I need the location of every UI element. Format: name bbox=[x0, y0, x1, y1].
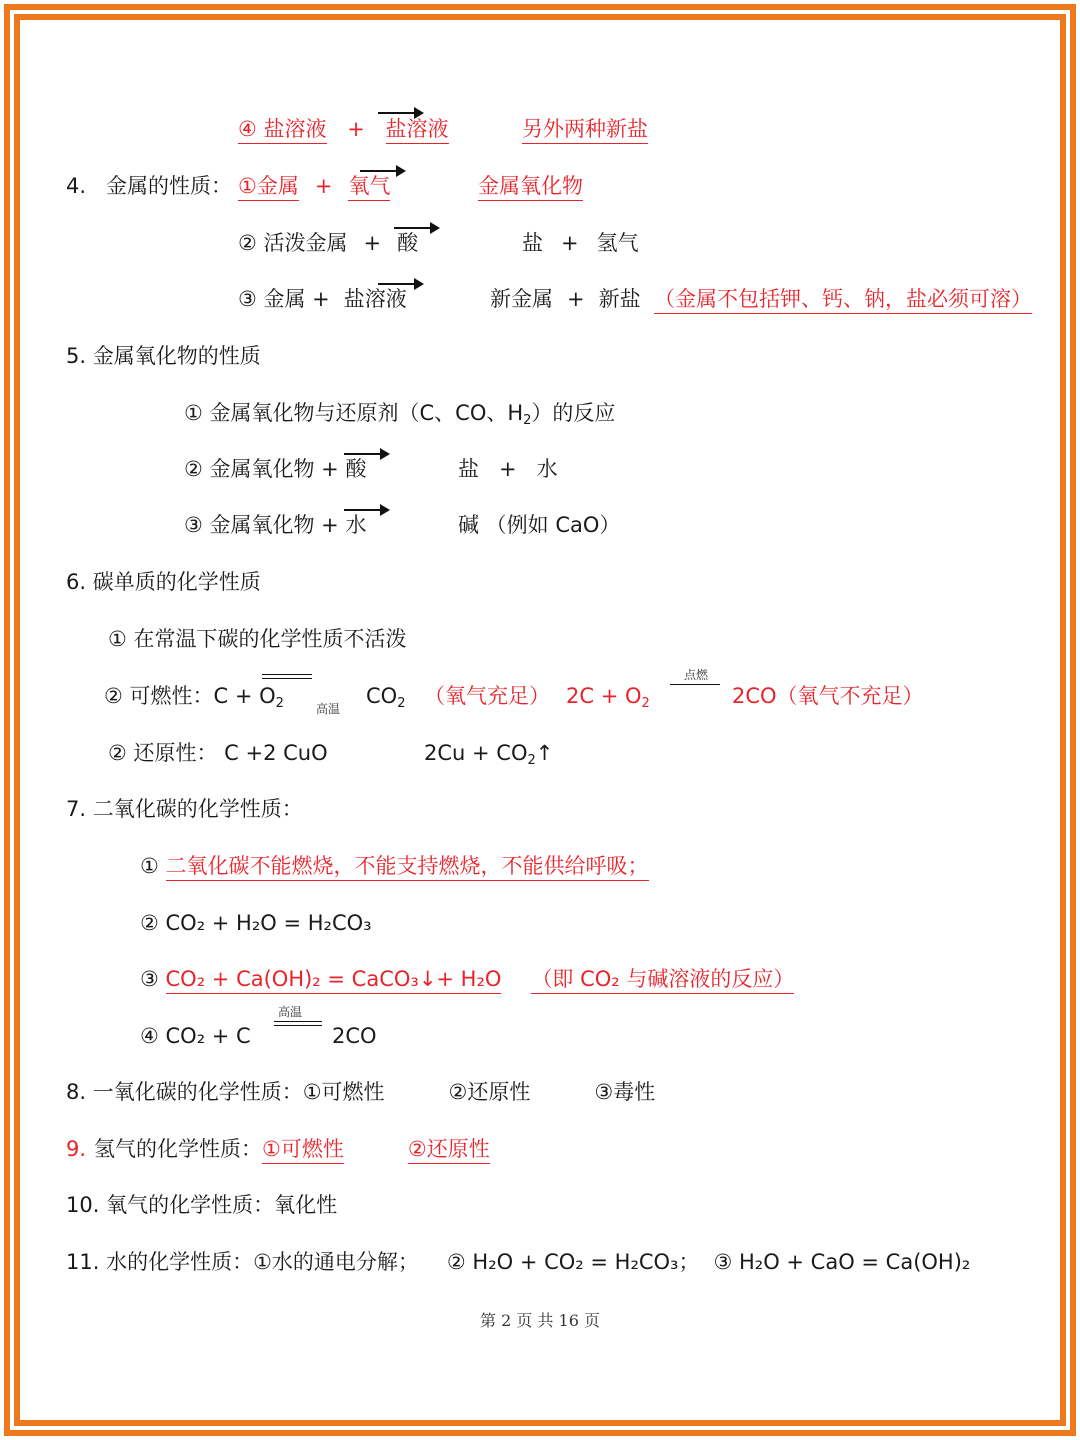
arrow-icon bbox=[344, 453, 388, 455]
arrow-icon bbox=[378, 283, 422, 285]
co2-limewater-equation: ③ CO₂ + Ca(OH)₂ = CaCO₃↓+ H₂O （即 CO₂ 与碱溶液的反应） bbox=[140, 964, 794, 994]
new-salts: 另外两种新盐 bbox=[522, 114, 648, 144]
arrow-icon bbox=[378, 112, 422, 114]
carbon-inactive: ① 在常温下碳的化学性质不活泼 bbox=[108, 627, 407, 651]
base-product: 碱 （例如 CaO） bbox=[458, 513, 621, 537]
salt-solution-2: 盐溶液 bbox=[386, 117, 449, 144]
carbon-combustion-full: ② 可燃性：$C + O_2$ bbox=[104, 684, 284, 711]
reaction-bar bbox=[670, 684, 720, 688]
co2-product: $CO_2$ bbox=[366, 684, 406, 711]
arrow-icon bbox=[394, 227, 438, 229]
carbon-reduction: ② 还原性： C +2 CuO bbox=[108, 741, 328, 765]
salt-hydrogen-product: 盐 + 氢气 bbox=[522, 231, 639, 255]
new-metal-new-salt: 新金属 + 新盐 bbox=[490, 287, 641, 311]
page-number: 第 2 页 共 16 页 bbox=[480, 1311, 600, 1330]
metal-oxide-product: 金属氧化物 bbox=[478, 171, 583, 201]
arrow-icon bbox=[360, 170, 404, 172]
section-9: 9. 氢气的化学性质：①可燃性 ②还原性 bbox=[66, 1134, 490, 1164]
condition-ignite: 点燃 bbox=[684, 668, 709, 682]
copper-co2-product: $2Cu + CO_2↑$ bbox=[424, 741, 554, 768]
oxide-water: ③ 金属氧化物 + 水 bbox=[184, 513, 367, 537]
arrow-icon bbox=[344, 509, 388, 511]
co2-water-equation: ② CO₂ + H₂O = H₂CO₃ bbox=[140, 911, 372, 935]
co-product-note: 2CO（氧气不充足） bbox=[732, 684, 924, 708]
section-5-title: 5. 金属氧化物的性质 bbox=[66, 344, 261, 368]
co2-carbon-equation: ④ CO₂ + C bbox=[140, 1024, 251, 1048]
co-product: 2CO bbox=[332, 1024, 377, 1048]
equals-bar bbox=[262, 674, 312, 679]
salt-water-product: 盐 + 水 bbox=[458, 457, 558, 481]
oxygen-sufficient-note: （氧气充足） bbox=[424, 684, 550, 708]
plus-sign: + bbox=[347, 117, 365, 141]
oxide-acid: ② 金属氧化物 + 酸 bbox=[184, 457, 367, 481]
metal-salt-solution: ③ 金属 + 盐溶液 bbox=[238, 287, 407, 311]
metal-oxygen-reaction: ①金属 + 氧气 bbox=[238, 171, 390, 201]
condition-high-temp: 高温 bbox=[278, 1005, 303, 1019]
metal-condition-note: （金属不包括钾、钙、钠，盐必须可溶） bbox=[654, 284, 1032, 314]
co2-property-1: ① 二氧化碳不能燃烧，不能支持燃烧，不能供给呼吸； bbox=[140, 851, 649, 881]
active-metal-acid: ② 活泼金属 + 酸 bbox=[238, 231, 419, 255]
equals-bar bbox=[274, 1021, 322, 1026]
page-border-outer bbox=[4, 4, 1076, 1436]
section-6-title: 6. 碳单质的化学性质 bbox=[66, 570, 261, 594]
section-8: 8. 一氧化碳的化学性质：①可燃性 ②还原性 ③毒性 bbox=[66, 1080, 656, 1104]
carbon-combustion-partial: $2C + O_2$ bbox=[566, 684, 650, 711]
section-7-title: 7. 二氧化碳的化学性质： bbox=[66, 797, 303, 821]
section-10: 10. 氧气的化学性质：氧化性 bbox=[66, 1193, 338, 1217]
section-4-title: 4. 金属的性质： bbox=[66, 174, 233, 198]
section-11: 11. 水的化学性质：①水的通电分解； ② H₂O + CO₂ = H₂CO₃； ③ H₂O + CaO = Ca(OH)₂ bbox=[66, 1250, 971, 1274]
salt-solution-1: ④ 盐溶液 bbox=[238, 117, 327, 144]
condition-high-temp: 高温 bbox=[316, 702, 341, 716]
oxide-reducing-agent: ① 金属氧化物与还原剂（C、CO、$H_2$）的反应 bbox=[184, 401, 616, 428]
